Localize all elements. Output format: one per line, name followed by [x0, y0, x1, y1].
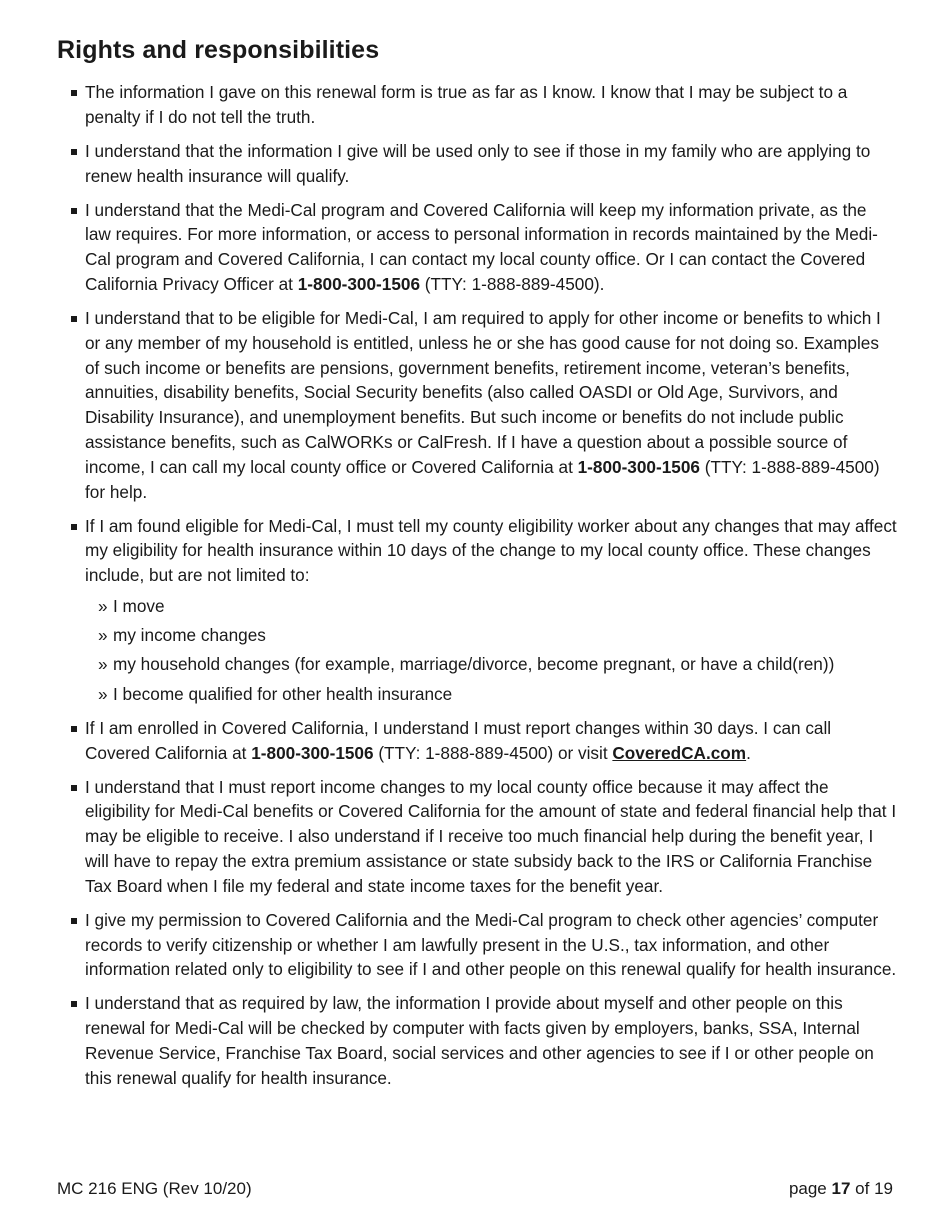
- list-item: [57, 716, 897, 766]
- sub-list-item: » my income changes: [85, 623, 897, 648]
- phone-number: 1-800-300-1506: [577, 456, 700, 477]
- page-indicator: [789, 1179, 893, 1199]
- list-item: [57, 139, 897, 189]
- item-text: .: [746, 742, 751, 763]
- list-item: [57, 80, 897, 130]
- item-text: If I am enrolled in Covered California, I understand I must report changes within 30 days. I can call Covered California at: [85, 717, 832, 763]
- list-item: [57, 775, 897, 899]
- sub-list-item: » I move: [85, 594, 897, 619]
- section-title: Rights and responsibilities: [57, 36, 380, 64]
- item-text: (TTY: 1-888-889-4500).: [420, 273, 605, 294]
- item-text: I give my permission to Covered California and the Medi-Cal program to check other agencies’ computer records to verify citizenship or whether I am lawfully present in the U.S., tax information, and other information related only to eligibility to see if I and other people on this renewal qualify for health insurance.: [85, 909, 897, 980]
- sub-list-item: » I become qualified for other health insurance: [85, 682, 897, 707]
- page-total: 19: [874, 1179, 893, 1198]
- sub-list-item: » my household changes (for example, marriage/divorce, become pregnant, or have a child(ren)): [85, 652, 897, 677]
- item-text: I understand that the Medi-Cal program and Covered California will keep my information private, as the law requires. For more information, or access to personal information in records maintained by the Medi-Cal program and Covered California, I can contact my local county office. Or I can contact the Covered California Privacy Officer at: [85, 199, 878, 294]
- item-text: If I am found eligible for Medi-Cal, I must tell my county eligibility worker about any changes that may affect my eligibility for health insurance within 10 days of the change to my local county office. These changes include, but are not limited to:: [85, 515, 897, 586]
- item-text: I understand that the information I give will be used only to see if those in my family who are applying to renew health insurance will qualify.: [85, 140, 871, 186]
- list-item: [57, 908, 897, 982]
- item-text: I understand that to be eligible for Medi-Cal, I am required to apply for other income or benefits to which I or any member of my household is entitled, unless he or she has good cause for not doing so. Examples of such income or benefits are pensions, government benefits, retirement income, veteran’s benefits, annuities, disability benefits, Social Security benefits (also called OASDI or Old Age, Survivors, and Disability Insurance), and unemployment benefits. But such income or benefits do not include public assistance benefits, such as CalWORKs or CalFresh. If I have a question about a possible source of income, I can call my local county office or Covered California at: [85, 307, 881, 477]
- of-label: of: [855, 1179, 870, 1198]
- page-number: 17: [831, 1179, 851, 1198]
- rights-list: [57, 80, 897, 1100]
- page-label: page: [788, 1179, 827, 1198]
- phone-number: 1-800-300-1506: [297, 273, 421, 294]
- coveredca-link[interactable]: CoveredCA.com: [612, 742, 747, 763]
- item-text: (TTY: 1-888-889-4500) for help.: [85, 456, 880, 502]
- list-item: [57, 198, 897, 297]
- item-text: I understand that I must report income changes to my local county office because it may affect the eligibility for Medi-Cal benefits or Covered California for the amount of state and federal financial help that I may be eligible to receive. I also understand if I receive too much financial help during the benefit year, I will have to repay the extra premium assistance or state subsidy back to the IRS or California Franchise Tax Board when I file my federal and state income taxes for the benefit year.: [85, 776, 897, 896]
- changes-sublist: [85, 594, 897, 707]
- list-item: [57, 306, 897, 504]
- item-text: I understand that as required by law, the information I provide about myself and other people on this renewal for Medi-Cal will be checked by computer with facts given by employers, banks, SSA, Internal Revenue Service, Franchise Tax Board, social services and other agencies to see if I or other people on this renewal qualify for health insurance.: [85, 993, 874, 1088]
- list-item: [57, 514, 897, 707]
- phone-number: 1-800-300-1506: [251, 742, 374, 763]
- list-item: [57, 991, 897, 1090]
- item-text: (TTY: 1-888-889-4500) or visit: [373, 742, 613, 763]
- item-text: The information I gave on this renewal form is true as far as I know. I know that I may be subject to a penalty if I do not tell the truth.: [85, 82, 848, 127]
- form-id: MC 216 ENG (Rev 10/20): [57, 1179, 252, 1198]
